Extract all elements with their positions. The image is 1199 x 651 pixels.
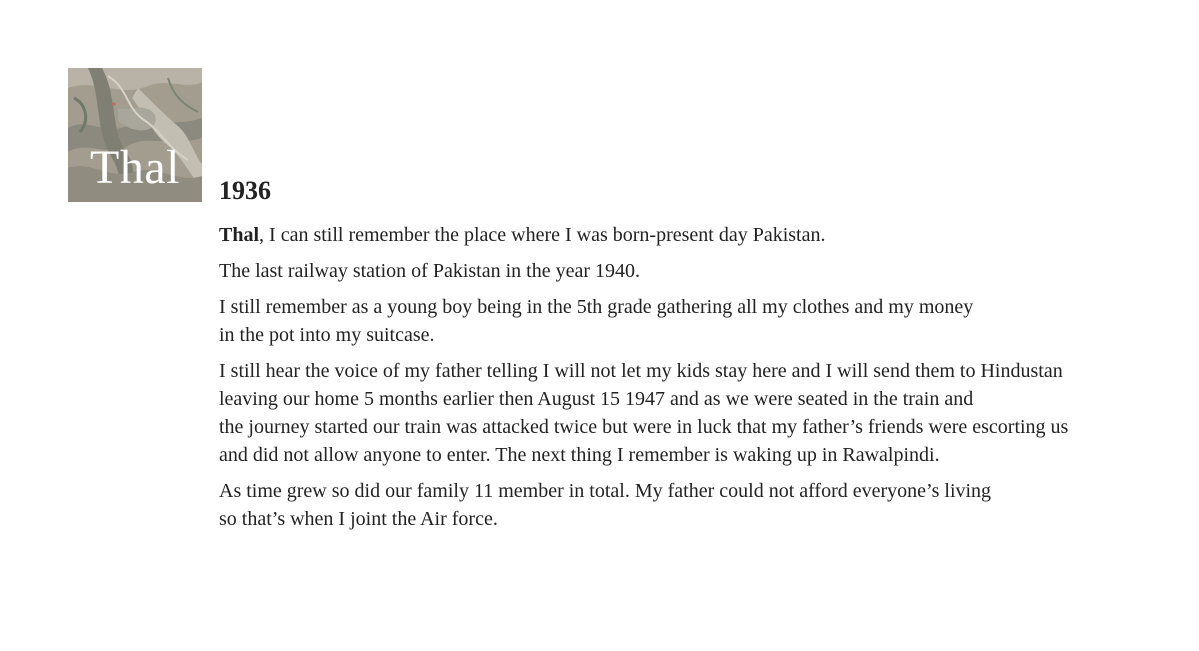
location-photo: [68, 68, 202, 202]
paragraph-line: , I can still remember the place where I was born-present day Pakistan.: [259, 224, 826, 246]
paragraph-line: As time grew so did our family 11 member in total. My father could not afford everyone’s living: [219, 480, 992, 502]
paragraph-line: and did not allow anyone to enter. The next thing I remember is waking up in Rawalpindi.: [219, 444, 940, 466]
paragraph-line: The last railway station of Pakistan in the year 1940.: [219, 260, 641, 282]
place-name: Thal: [219, 224, 260, 246]
story-paragraph: [219, 257, 1159, 285]
entry-year: 1936: [219, 176, 271, 205]
paragraph-line: I still remember as a young boy being in the 5th grade gathering all my clothes and my money: [219, 296, 974, 318]
story-paragraph: [219, 357, 1159, 469]
story-paragraph: [219, 293, 1159, 349]
paragraph-line: so that’s when I joint the Air force.: [219, 508, 498, 530]
story-paragraph: [219, 477, 1159, 533]
paragraph-line: I still hear the voice of my father telling I will not let my kids stay here and I will send them to Hindustan: [219, 360, 1063, 382]
paragraph-line: the journey started our train was attacked twice but were in luck that my father’s friends were escorting us: [219, 416, 1069, 438]
photo-caption: Thal: [90, 141, 180, 194]
story-text: [219, 221, 1159, 541]
story-paragraph: [219, 221, 1159, 249]
paragraph-line: in the pot into my suitcase.: [219, 324, 435, 346]
paragraph-line: leaving our home 5 months earlier then August 15 1947 and as we were seated in the train and: [219, 388, 974, 410]
